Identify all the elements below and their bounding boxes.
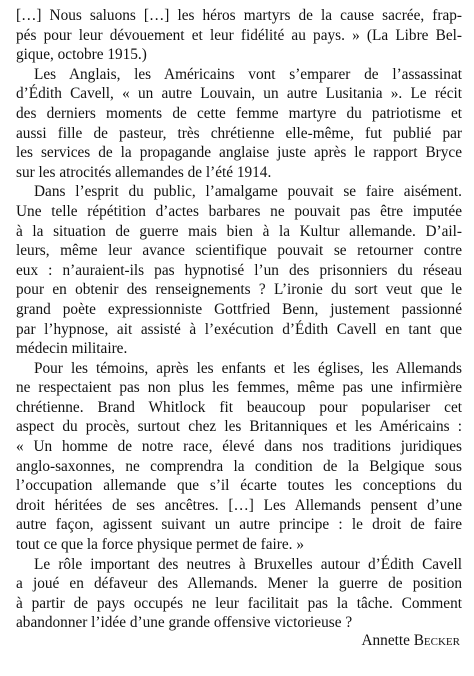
paragraph-cavell-propaganda: [16, 65, 462, 183]
text-line: pour en obtenir des renseignements ? L’ironie du sort veut que le: [16, 281, 462, 299]
text-line: Une telle répétition d’actes barbares ne pouvait pas être imputée: [16, 202, 462, 220]
text-line: à la situation de guerre mais bien à la Kultur allemande. D’ail-: [16, 222, 462, 240]
text-line: Les Anglais, les Américains vont s’emparer de l’assassinat: [34, 65, 462, 83]
author-first-name: Annette: [361, 632, 410, 649]
text-line: autre façon, agissent suivant un autre principe : le droit de faire: [16, 516, 462, 534]
text-line: tout ce que la force physique permet de faire. »: [16, 536, 304, 554]
text-line: aspect du procès, surtout chez les Britanniques et les Américains :: [16, 418, 462, 436]
article-body: [16, 6, 462, 633]
text-line: aussi fille de pasteur, très chrétienne elle-même, fut publié par: [16, 124, 462, 142]
text-line: les services de la propagande anglaise juste après le rapport Bryce: [16, 144, 462, 162]
text-line: Pour les témoins, après les enfants et les églises, les Allemands: [34, 359, 462, 377]
text-line: l’occupation allemande que s’il écarte toutes les conceptions du: [16, 477, 462, 495]
author-signature: [361, 632, 460, 650]
text-line: […] Nous saluons […] les héros martyrs de la cause sacrée, frap-: [16, 7, 462, 24]
text-line: grand poète expressionniste Gottfried Benn, justement passionné: [16, 300, 462, 318]
text-line: « Un homme de notre race, élevé dans nos traditions juridiques: [16, 438, 462, 456]
text-line: ne respectaient pas non plus les femmes, même pas une infirmière: [16, 379, 462, 397]
text-line: gique, octobre 1915.): [16, 46, 147, 64]
text-line: pés pour leur dévouement et leur fidélité au pays. » (La Libre Bel-: [16, 26, 462, 44]
text-line: a joué en défaveur des Allemands. Mener la guerre de position: [16, 575, 462, 593]
text-line: anglo-saxonnes, ne comprendra la condition de la Belgique sous: [16, 457, 462, 475]
text-line: par l’hypnose, ait assisté à l’exécution d’Édith Cavell en tant que: [16, 320, 462, 338]
text-line: médecin militaire.: [16, 340, 128, 358]
text-line: Dans l’esprit du public, l’amalgame pouvait se faire aisément.: [34, 183, 462, 201]
paragraph-quote-end: [16, 6, 462, 65]
text-line: droit héritées de ses ancêtres. […] Les Allemands pensent d’une: [16, 496, 462, 514]
text-line: des derniers moments de cette femme martyre du patriotisme et: [16, 104, 462, 122]
text-line: chrétienne. Brand Whitlock fit beaucoup pour populariser cet: [16, 398, 462, 416]
paragraph-temoins: [16, 359, 462, 555]
paragraph-amalgame: [16, 182, 462, 358]
text-line: d’Édith Cavell, « un autre Louvain, un autre Lusitania ». Le récit: [16, 85, 462, 103]
paragraph-neutres: [16, 555, 462, 633]
text-line: Le rôle important des neutres à Bruxelles autour d’Édith Cavell: [34, 555, 462, 573]
text-line: eux : n’auraient-ils pas hypnotisé l’un des prisonniers du réseau: [16, 261, 462, 279]
text-line: leurs, même leur avance scientifique pouvait se retourner contre: [16, 242, 462, 260]
text-line: abandonner l’idée d’une grande offensive victorieuse ?: [16, 614, 353, 632]
text-line: à partir de pays occupés ne leur facilitait pas la tâche. Comment: [16, 594, 462, 612]
text-line: sur les atrocités allemandes de l’été 1914.: [16, 163, 272, 181]
author-last-name: Becker: [413, 632, 460, 649]
